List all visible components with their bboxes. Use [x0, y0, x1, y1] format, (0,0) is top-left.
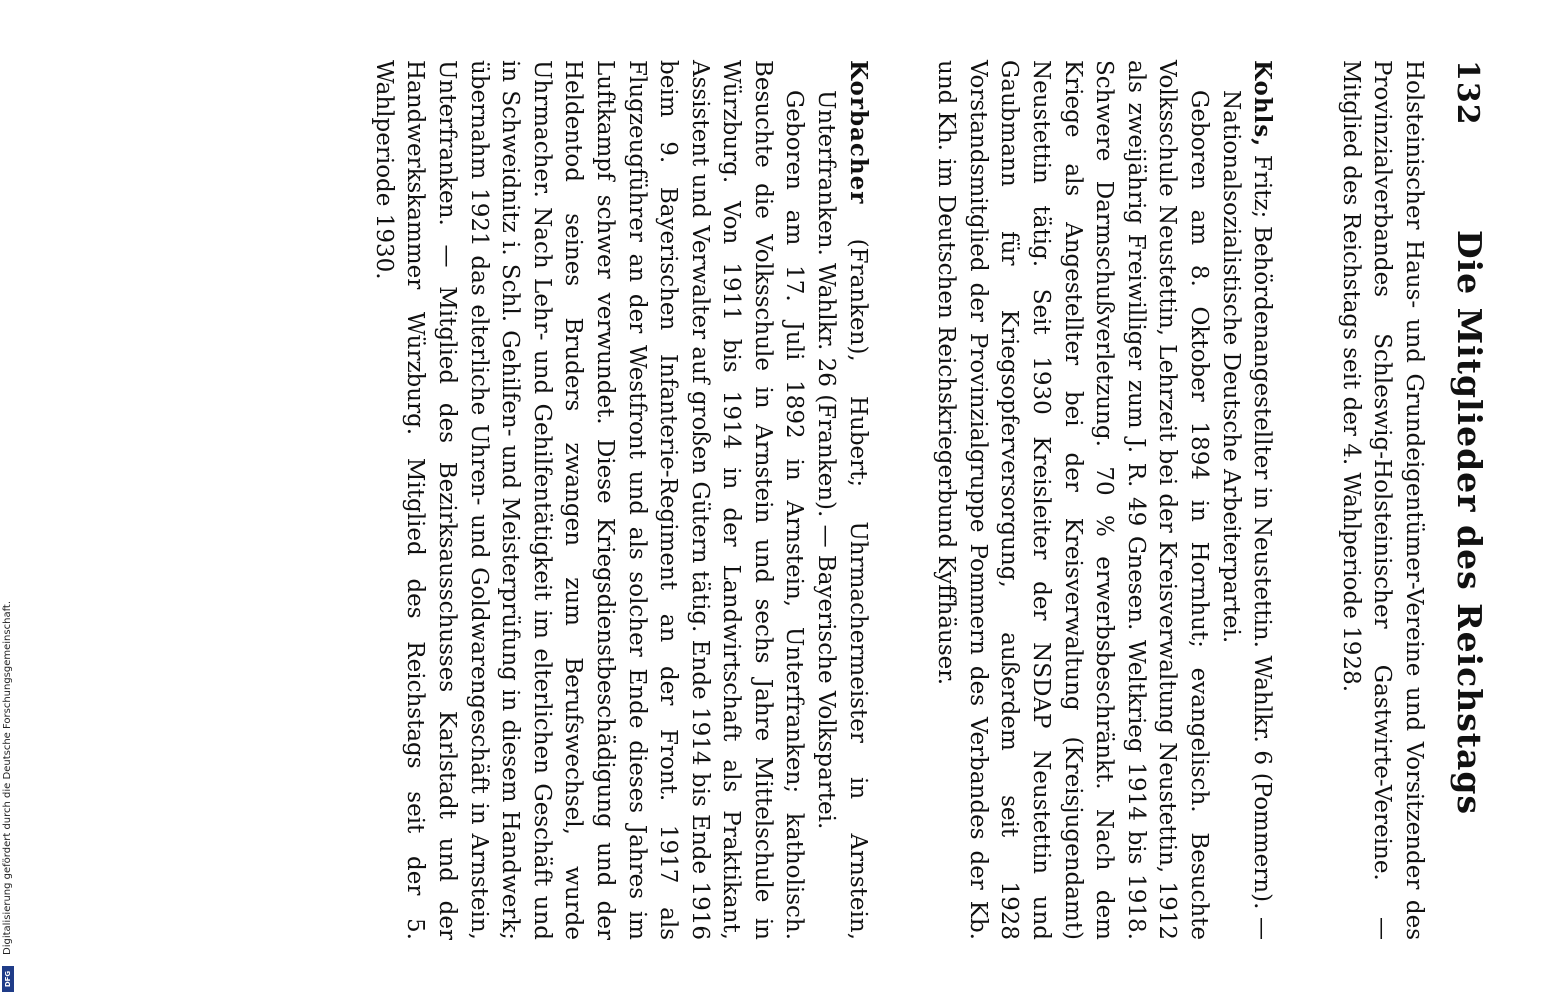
digitization-credit: [2, 601, 13, 955]
entry-body: Geboren am 8. Oktober 1894 in Hornhut; evangelisch. Besuchte Volksschule Neustettin, Lehrzeit bei der Kreisverwaltung Neustettin, 1912 als zweijährig Freiwilliger zum J. R. 49 Gnesen. Weltkrieg 1914 bis 1918. Schwere Darmschußverletzung. 70 % erwerbsbeschränkt. Nach dem Kriege als Angestellter bei der Kreisverwaltung (Kreisjugendamt) Neustettin tätig. Seit 1930 Kreisleiter der NSDAP Neustettin und Gaubmann für Kriegsopferversorgung, außerdem seit 1928 Vorstandsmitglied der Provinzialgruppe Pommern des Verbandes der Kb. und Kh. im Deutschen Reichskriegerbund Kyffhäuser.: [933, 60, 1213, 940]
biography-entry-kohls: [930, 60, 1279, 940]
dfg-logo-icon: [2, 966, 14, 992]
digitization-credit-text: Digitalisierung gefördert durch die Deutsche Forschungsgemeinschaft.: [2, 600, 13, 955]
biography-entry-korbacher: [367, 60, 874, 940]
continued-paragraph: Holsteinischer Haus- und Grundeigentümer-Vereine und Vorsitzender des Provinzialverbandes Schleswig-Holsteinischer Gastwirte-Vereine. — Mitglied des Reichstags seit der 4. Wahlperiode 1928.: [1337, 60, 1427, 940]
entry-heading: [810, 60, 874, 940]
entry-head-text: Fritz; Behördenangestellter in Neustettin. Wahlkr. 6 (Pommern). — Nationalsozialistische Deutsche Arbeiterpartei.: [1217, 90, 1276, 941]
page-number: 132: [1450, 60, 1485, 126]
entry-heading: [1214, 60, 1278, 940]
page-content: [367, 60, 1489, 940]
running-title: Die Mitglieder des Reichstags: [1450, 230, 1489, 816]
dfg-logo-text: DFG: [4, 970, 12, 988]
entry-name: Kohls,: [1249, 60, 1277, 148]
entry-head-text: (Franken), Hubert; Uhrmachermeister in Arnstein, Unterfranken. Wahlkr. 26 (Franken). — Bayerische Volkspartei.: [813, 90, 871, 941]
digitization-credit-strip: [0, 0, 16, 1000]
entry-body: Geboren am 17. Juli 1892 in Arnstein, Unterfranken; katholisch. Besuchte die Volksschule in Arnstein und sechs Jahre Mittelschule in Würzburg. Von 1911 bis 1914 in der Landwirtschaft als Praktikant, Assistent und Verwalter auf großen Gütern tätig. Ende 1914 bis Ende 1916 beim 9. Bayerischen Infanterie-Regiment an der Front. 1917 als Flugzeugführer an der Westfront und als solcher Ende dieses Jahres im Luftkampf schwer verwundet. Diese Kriegsdienstbeschädigung und der Heldentod seines Bruders zwangen zum Berufswechsel, wurde Uhrmacher. Nach Lehr- und Gehilfentätigkeit im elterlichen Geschäft und in Schweidnitz i. Schl. Gehilfen- und Meisterprüfung in diesem Handwerk; übernahm 1921 das elterliche Uhren- und Goldwarengeschäft in Arnstein, Unterfranken. — Mitglied des Bezirksausschusses Karlstadt und der Handwerkskammer Würzburg. Mitglied des Reichstags seit der 5. Wahlperiode 1930.: [370, 60, 808, 940]
running-head: [1429, 60, 1489, 940]
entry-name: Korbacher: [844, 60, 872, 205]
